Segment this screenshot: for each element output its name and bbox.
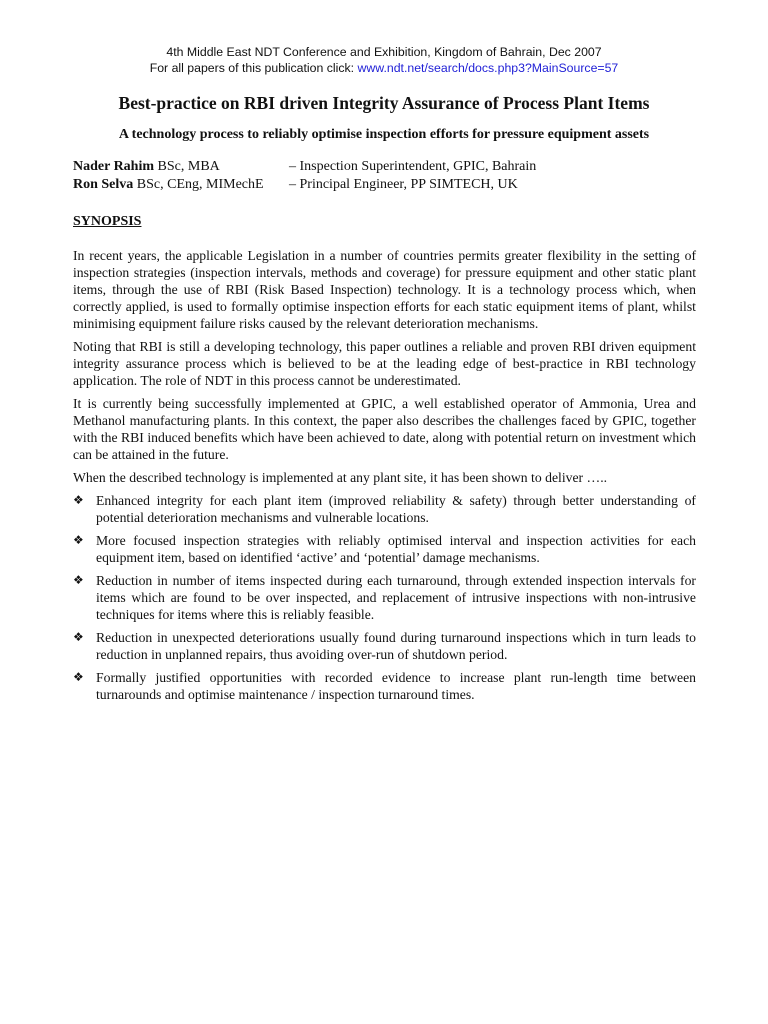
synopsis-heading: SYNOPSIS <box>73 214 142 229</box>
conference-line: 4th Middle East NDT Conference and Exhibition, Kingdom of Bahrain, Dec 2007 <box>166 45 602 59</box>
conference-header <box>0 44 768 76</box>
papers-prefix: For all papers of this publication click: <box>149 61 358 75</box>
list-item-text: Reduction in number of items inspected during each turnaround, through extended inspection intervals for items which are found to be over inspected, and replacement of intrusive inspections with non-intrusive techniques for items where this is reliably feasible. <box>96 573 696 622</box>
diamond-bullet-icon: ❖ <box>73 573 84 587</box>
list-item <box>73 629 696 663</box>
body-paragraph: In recent years, the applicable Legislation in a number of countries permits greater flexibility in the setting of inspection strategies (inspection intervals, methods and coverage) for pressure equipment and other static plant items, through the use of RBI (Risk Based Inspection) technology. It is a technology process which, when correctly applied, is used to formally optimise inspection efforts for each static equipment items of plant, whilst minimising equipment failure risks caused by the relevant deterioration mechanisms. <box>73 248 696 331</box>
author-row <box>73 158 536 176</box>
list-item-text: Formally justified opportunities with recorded evidence to increase plant run-length time between turnarounds and optimise maintenance / inspection turnaround times. <box>96 670 696 702</box>
diamond-bullet-icon: ❖ <box>73 630 84 644</box>
list-item-text: More focused inspection strategies with reliably optimised interval and inspection activities for each equipment item, based on identified ‘active’ and ‘potential’ damage mechanisms. <box>96 533 696 565</box>
author-role: – Principal Engineer, PP SIMTECH, UK <box>289 177 518 192</box>
body-paragraph: It is currently being successfully implemented at GPIC, a well established operator of Ammonia, Urea and Methanol manufacturing plants. In this context, the paper also describes the challenges faced by GPIC, together with the RBI induced benefits which have been achieved to date, along with potential return on investment which can be attained in the future. <box>73 396 696 462</box>
body-paragraph: When the described technology is implemented at any plant site, it has been shown to deliver ….. <box>73 470 608 485</box>
diamond-bullet-icon: ❖ <box>73 670 84 684</box>
author-list <box>73 158 536 194</box>
synopsis-body <box>73 247 696 709</box>
list-item <box>73 669 696 703</box>
paper-title: Best-practice on RBI driven Integrity Assurance of Process Plant Items <box>118 93 650 113</box>
diamond-bullet-icon: ❖ <box>73 493 84 507</box>
author-qualifications: BSc, CEng, MIMechE <box>133 177 264 192</box>
author-name: Nader Rahim <box>73 159 155 174</box>
body-paragraph: Noting that RBI is still a developing technology, this paper outlines a reliable and proven RBI driven equipment integrity assurance process which is believed to be at the leading edge of best-practice in RBI technology application. The role of NDT in this process cannot be underestimated. <box>73 339 696 388</box>
list-item-text: Enhanced integrity for each plant item (improved reliability & safety) through better understanding of potential deterioration mechanisms and vulnerable locations. <box>96 493 696 525</box>
papers-link[interactable]: www.ndt.net/search/docs.php3?MainSource=57 <box>357 61 619 75</box>
benefit-list <box>73 492 696 703</box>
list-item <box>73 532 696 566</box>
papers-line <box>0 60 768 76</box>
author-role: – Inspection Superintendent, GPIC, Bahrain <box>289 159 537 174</box>
list-item-text: Reduction in unexpected deteriorations usually found during turnaround inspections which in turn leads to reduction in unplanned repairs, thus avoiding over-run of shutdown period. <box>96 630 696 662</box>
list-item <box>73 492 696 526</box>
list-item <box>73 572 696 623</box>
paper-subtitle: A technology process to reliably optimise inspection efforts for pressure equipment assets <box>118 127 650 142</box>
author-qualifications: BSc, MBA <box>154 159 220 174</box>
author-name: Ron Selva <box>73 177 134 192</box>
diamond-bullet-icon: ❖ <box>73 533 84 547</box>
author-row <box>73 176 536 194</box>
